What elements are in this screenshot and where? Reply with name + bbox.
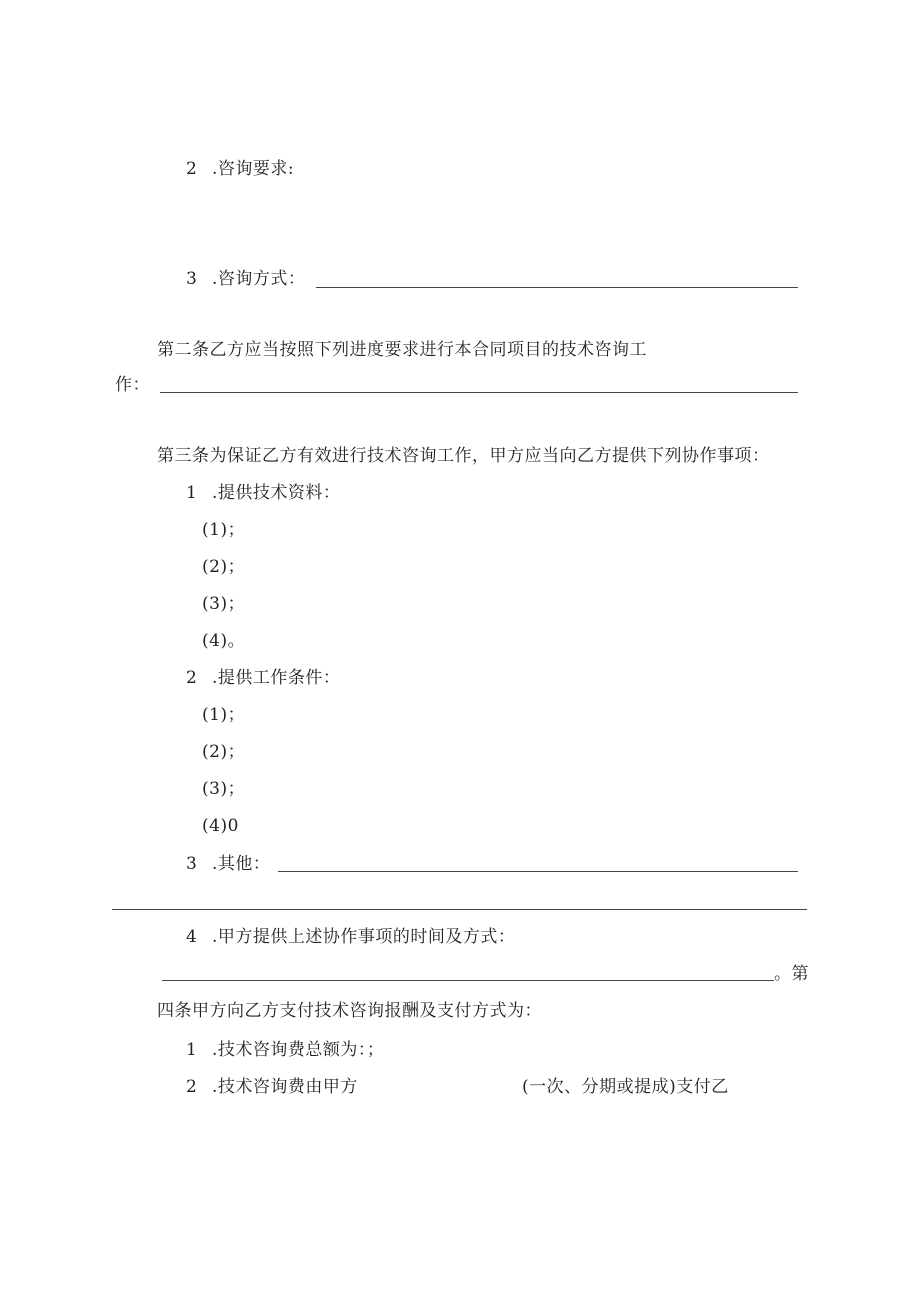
item-number: 1 bbox=[186, 1040, 198, 1060]
item-text: .甲方提供上述协作事项的时间及方式： bbox=[212, 927, 516, 947]
article-3-item-1 bbox=[186, 482, 340, 504]
item-text: .技术咨询费由甲方 bbox=[212, 1077, 358, 1097]
fill-in-line-full bbox=[112, 909, 807, 910]
article-4-item-2-tail: (一次、分期或提成)支付乙 bbox=[522, 1077, 729, 1097]
item-text: .提供技术资料： bbox=[212, 483, 341, 503]
fill-in-line-other bbox=[278, 871, 798, 872]
consult-requirement bbox=[186, 158, 294, 180]
article-3-tail: 。第 bbox=[774, 964, 809, 984]
sub-item: (4)。 bbox=[202, 631, 246, 651]
item-number: 2 bbox=[186, 668, 198, 688]
item-text: .其他： bbox=[212, 854, 271, 874]
item-text: .咨询要求: bbox=[212, 159, 295, 179]
item-number: 3 bbox=[186, 854, 198, 874]
item-number: 2 bbox=[186, 159, 198, 179]
sub-item: (2)； bbox=[202, 742, 246, 762]
article-3-intro: 第三条为保证乙方有效进行技术咨询工作，甲方应当向乙方提供下列协作事项： bbox=[157, 446, 770, 466]
sub-item: (1)； bbox=[202, 520, 246, 540]
fill-in-line-time bbox=[162, 980, 774, 981]
article-3-item-4 bbox=[186, 926, 515, 948]
consult-method bbox=[186, 268, 305, 290]
sub-item: (3)； bbox=[202, 594, 246, 614]
fill-in-line-method bbox=[316, 287, 798, 288]
article-2-line1: 第二条乙方应当按照下列进度要求进行本合同项目的技术咨询工 bbox=[157, 340, 647, 360]
article-3-item-3 bbox=[186, 853, 270, 875]
article-4-item-1 bbox=[186, 1039, 384, 1061]
item-number: 4 bbox=[186, 927, 198, 947]
item-number: 2 bbox=[186, 1077, 198, 1097]
sub-item: (2)； bbox=[202, 557, 246, 577]
item-text: .提供工作条件： bbox=[212, 668, 341, 688]
item-text: .技术咨询费总额为：； bbox=[212, 1040, 385, 1060]
item-number: 3 bbox=[186, 269, 198, 289]
article-4-item-2 bbox=[186, 1076, 358, 1098]
item-text: .咨询方式： bbox=[212, 269, 306, 289]
item-number: 1 bbox=[186, 483, 198, 503]
fill-in-line-schedule bbox=[160, 392, 798, 393]
article-3-item-2 bbox=[186, 667, 340, 689]
article-2-line2: 作： bbox=[115, 375, 150, 395]
sub-item: (1)； bbox=[202, 705, 246, 725]
sub-item: (4)0 bbox=[202, 816, 239, 836]
sub-item: (3)； bbox=[202, 779, 246, 799]
article-4-intro: 四条甲方向乙方支付技术咨询报酬及支付方式为： bbox=[157, 1001, 542, 1021]
